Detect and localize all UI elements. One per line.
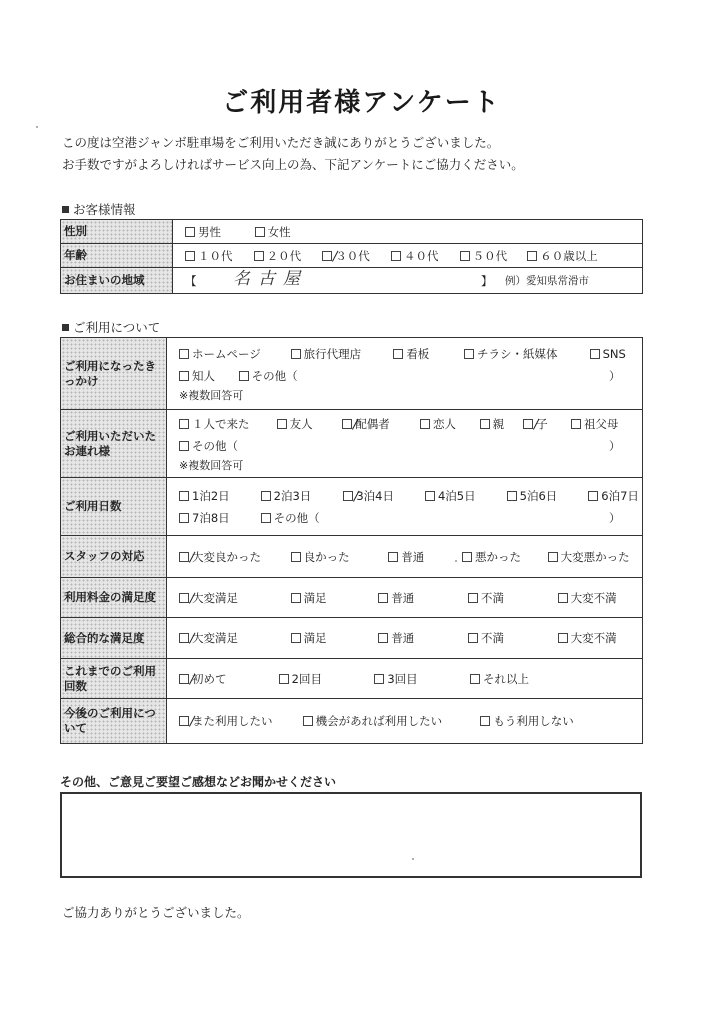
companion-option-spouse[interactable]: 配偶者 <box>342 413 416 435</box>
companion-row <box>61 410 643 478</box>
trigger-option-signboard[interactable]: 看板 <box>393 343 460 365</box>
age-option-50s[interactable]: ５０代 <box>460 245 524 267</box>
overall-option-dissatisfied[interactable]: 不満 <box>468 627 554 649</box>
option-line <box>179 343 642 365</box>
checkbox-icon[interactable] <box>378 633 388 643</box>
scan-speck <box>36 126 38 128</box>
overall-option-average[interactable]: 普通 <box>378 627 464 649</box>
days-row <box>61 478 643 536</box>
checkbox-icon[interactable] <box>590 349 600 359</box>
residence-label: お住まいの地域 <box>61 268 173 294</box>
residence-line <box>185 270 642 292</box>
age-option-30s[interactable]: ３０代 <box>322 245 387 267</box>
visits-options <box>167 659 643 699</box>
option-line <box>179 435 642 457</box>
trigger-label: ご利用になったきっかけ <box>61 338 167 410</box>
checkbox-icon[interactable] <box>291 593 301 603</box>
visits-option-first[interactable]: 初めて <box>179 668 275 690</box>
trigger-option-other[interactable]: その他（ <box>239 365 298 387</box>
intro-line-1: この度は空港ジャンボ駐車場をご利用いただき誠にありがとうございました。 <box>62 135 500 150</box>
checkbox-icon[interactable] <box>378 593 388 603</box>
checkbox-icon[interactable] <box>374 674 384 684</box>
checkbox-icon[interactable] <box>425 491 435 501</box>
checkbox-checked-icon[interactable] <box>179 716 189 726</box>
trigger-options <box>167 338 643 410</box>
customer-info-table <box>60 219 643 294</box>
checkbox-icon[interactable] <box>239 371 249 381</box>
checkbox-icon[interactable] <box>480 716 490 726</box>
checkbox-icon[interactable] <box>558 593 568 603</box>
checkbox-icon[interactable] <box>468 593 478 603</box>
days-option-7n8d[interactable]: 7泊8日 <box>179 507 257 529</box>
staff-label: スタッフの対応 <box>61 536 167 578</box>
option-line <box>179 668 642 690</box>
staff-options <box>167 536 643 578</box>
comments-heading: その他、ご意見ご要望ご感想などお聞かせください <box>60 775 337 789</box>
companion-option-partner[interactable]: 恋人 <box>420 413 476 435</box>
trigger-option-homepage[interactable]: ホームページ <box>179 343 287 365</box>
companion-option-alone[interactable]: １人で来た <box>179 413 273 435</box>
price-option-dissatisfied[interactable]: 不満 <box>468 587 554 609</box>
checkbox-icon[interactable] <box>277 419 287 429</box>
checkbox-checked-icon[interactable] <box>322 251 332 261</box>
future-options <box>167 699 643 744</box>
checkbox-icon[interactable] <box>291 552 301 562</box>
checkbox-icon[interactable] <box>291 633 301 643</box>
square-bullet-icon <box>62 324 69 331</box>
checkbox-checked-icon[interactable] <box>179 552 189 562</box>
option-line <box>179 485 642 507</box>
staff-option-average[interactable]: 普通 <box>388 546 458 568</box>
checkbox-icon[interactable] <box>462 552 472 562</box>
checkbox-checked-icon[interactable] <box>342 419 352 429</box>
visits-option-more[interactable]: それ以上 <box>470 668 529 690</box>
trigger-row <box>61 338 643 410</box>
option-line <box>185 245 642 267</box>
gender-option-female[interactable]: 女性 <box>255 221 291 243</box>
visits-option-third[interactable]: 3回目 <box>374 668 466 690</box>
checkbox-icon[interactable] <box>464 349 474 359</box>
checkbox-icon[interactable] <box>179 491 189 501</box>
companion-label: ご利用いただいたお連れ様 <box>61 410 167 478</box>
checkbox-icon[interactable] <box>254 251 264 261</box>
residence-row <box>61 268 643 294</box>
price-option-satisfied[interactable]: 満足 <box>291 587 375 609</box>
option-line <box>179 710 642 732</box>
multiple-answer-note: ※複数回答可 <box>179 388 244 402</box>
option-line <box>185 221 642 243</box>
checkbox-icon[interactable] <box>291 349 301 359</box>
checkbox-icon[interactable] <box>571 419 581 429</box>
visits-row <box>61 659 643 699</box>
checkbox-icon[interactable] <box>179 513 189 523</box>
checkbox-icon[interactable] <box>391 251 401 261</box>
age-options <box>173 244 643 268</box>
companion-option-other[interactable]: その他（ <box>179 435 238 457</box>
checkbox-icon[interactable] <box>388 552 398 562</box>
age-label: 年齢 <box>61 244 173 268</box>
checkbox-icon[interactable] <box>179 349 189 359</box>
checkbox-checked-icon[interactable] <box>179 674 189 684</box>
close-paren: ） <box>609 510 621 525</box>
square-bullet-icon <box>62 206 69 213</box>
checkbox-icon[interactable] <box>588 491 598 501</box>
price-label: 利用料金の満足度 <box>61 578 167 618</box>
option-line <box>179 507 642 529</box>
checkbox-icon[interactable] <box>303 716 313 726</box>
overall-row <box>61 618 643 659</box>
gender-option-male[interactable]: 男性 <box>185 221 251 243</box>
future-row <box>61 699 643 744</box>
option-line <box>179 365 642 387</box>
residence-example: 例）愛知県常滑市 <box>505 274 589 287</box>
staff-option-very-good[interactable]: 大変良かった <box>179 546 287 568</box>
close-paren: ） <box>609 368 621 383</box>
checkbox-icon[interactable] <box>420 419 430 429</box>
age-option-20s[interactable]: ２０代 <box>254 245 319 267</box>
checkbox-icon[interactable] <box>527 251 537 261</box>
days-option-4n5d[interactable]: 4泊5日 <box>425 485 503 507</box>
visits-label: これまでのご利用回数 <box>61 659 167 699</box>
overall-option-very-satisfied[interactable]: 大変満足 <box>179 627 287 649</box>
close-bracket: 】 <box>481 273 493 288</box>
staff-option-bad[interactable]: 悪かった <box>462 546 544 568</box>
days-option-5n6d[interactable]: 5泊6日 <box>507 485 585 507</box>
option-line <box>179 627 642 649</box>
checkbox-icon[interactable] <box>179 371 189 381</box>
days-option-1n2d[interactable]: 1泊2日 <box>179 485 257 507</box>
checkbox-icon[interactable] <box>255 227 265 237</box>
option-line <box>179 587 642 609</box>
checkbox-icon[interactable] <box>261 491 271 501</box>
option-line <box>179 546 642 568</box>
page-title: ご利用者様アンケート <box>222 88 501 118</box>
future-option-if-chance[interactable]: 機会があれば利用したい <box>303 710 477 732</box>
checkbox-icon[interactable] <box>179 419 189 429</box>
option-line <box>179 413 642 435</box>
future-label: 今後のご利用について <box>61 699 167 744</box>
price-option-average[interactable]: 普通 <box>378 587 464 609</box>
residence-field[interactable] <box>173 268 643 294</box>
companion-option-child[interactable]: 子 <box>523 413 567 435</box>
checkbox-icon[interactable] <box>393 349 403 359</box>
visits-option-second[interactable]: 2回目 <box>279 668 371 690</box>
age-option-10s[interactable]: １０代 <box>185 245 250 267</box>
open-bracket: 【 <box>185 273 197 288</box>
days-options <box>167 478 643 536</box>
age-option-40s[interactable]: ４０代 <box>391 245 456 267</box>
checkbox-icon[interactable] <box>185 251 195 261</box>
checkbox-icon[interactable] <box>470 674 480 684</box>
scan-speck <box>455 560 457 562</box>
price-option-very-satisfied[interactable]: 大変満足 <box>179 587 287 609</box>
gender-options <box>173 220 643 244</box>
checkbox-icon[interactable] <box>468 633 478 643</box>
residence-value[interactable]: 名古屋 <box>233 268 308 289</box>
companion-option-friend[interactable]: 友人 <box>277 413 339 435</box>
trigger-option-travel-agency[interactable]: 旅行代理店 <box>291 343 390 365</box>
staff-row <box>61 536 643 578</box>
trigger-option-flyer[interactable]: チラシ・紙媒体 <box>464 343 586 365</box>
closing-message: ご協力ありがとうございました。 <box>62 905 250 920</box>
checkbox-checked-icon[interactable] <box>343 491 353 501</box>
overall-options <box>167 618 643 659</box>
checkbox-icon[interactable] <box>480 419 490 429</box>
days-option-2n3d[interactable]: 2泊3日 <box>261 485 340 507</box>
staff-option-good[interactable]: 良かった <box>291 546 385 568</box>
price-options <box>167 578 643 618</box>
companion-options <box>167 410 643 478</box>
companion-option-grandparent[interactable]: 祖父母 <box>571 413 619 435</box>
future-option-no-more[interactable]: もう利用しない <box>480 710 574 732</box>
age-option-60plus[interactable]: ６０歳以上 <box>527 245 598 267</box>
checkbox-checked-icon[interactable] <box>523 419 533 429</box>
checkbox-icon[interactable] <box>179 441 189 451</box>
overall-label: 総合的な満足度 <box>61 618 167 659</box>
overall-option-very-dissatisfied[interactable]: 大変不満 <box>558 627 617 649</box>
checkbox-icon[interactable] <box>507 491 517 501</box>
days-label: ご利用日数 <box>61 478 167 536</box>
price-row <box>61 578 643 618</box>
staff-option-very-bad[interactable]: 大変悪かった <box>548 546 630 568</box>
checkbox-icon[interactable] <box>460 251 470 261</box>
usage-section-heading: ご利用について <box>62 318 160 336</box>
close-paren: ） <box>609 438 621 453</box>
gender-row <box>61 220 643 244</box>
future-option-use-again[interactable]: また利用したい <box>179 710 299 732</box>
checkbox-icon[interactable] <box>279 674 289 684</box>
intro-line-2: お手数ですがよろしければサービス向上の為、下記アンケートにご協力ください。 <box>62 157 524 172</box>
usage-table <box>60 337 643 744</box>
customer-section-heading: お客様情報 <box>62 200 136 218</box>
price-option-very-dissatisfied[interactable]: 大変不満 <box>558 587 617 609</box>
checkbox-icon[interactable] <box>548 552 558 562</box>
age-row <box>61 244 643 268</box>
days-option-other[interactable]: その他（ <box>261 507 320 529</box>
companion-option-parent[interactable]: 親 <box>480 413 520 435</box>
checkbox-checked-icon[interactable] <box>179 593 189 603</box>
days-option-3n4d[interactable]: 3泊4日 <box>343 485 421 507</box>
days-option-6n7d[interactable]: 6泊7日 <box>588 485 639 507</box>
comments-textarea[interactable] <box>60 792 642 878</box>
multiple-answer-note: ※複数回答可 <box>179 458 244 472</box>
checkbox-icon[interactable] <box>558 633 568 643</box>
checkbox-icon[interactable] <box>261 513 271 523</box>
trigger-option-acquaintance[interactable]: 知人 <box>179 365 235 387</box>
trigger-option-sns[interactable]: SNS <box>590 343 626 365</box>
checkbox-checked-icon[interactable] <box>179 633 189 643</box>
scan-speck <box>412 858 414 860</box>
overall-option-satisfied[interactable]: 満足 <box>291 627 375 649</box>
checkbox-icon[interactable] <box>185 227 195 237</box>
gender-label: 性別 <box>61 220 173 244</box>
